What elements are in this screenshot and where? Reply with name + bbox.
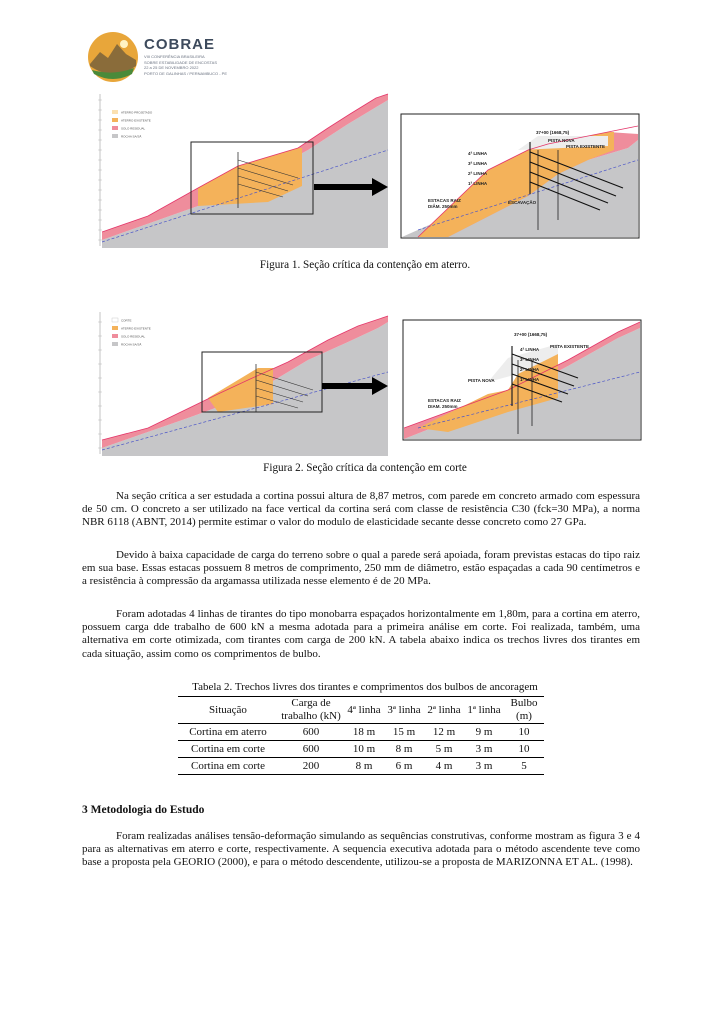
svg-text:1ª LINHA: 1ª LINHA [468, 181, 488, 186]
figure-2-caption: Figura 2. Seção crítica da contenção em corte [263, 462, 467, 474]
svg-text:37+00 (1668,75): 37+00 (1668,75) [514, 332, 548, 337]
conference-logo [86, 30, 286, 86]
svg-text:SOLO RESIDUAL: SOLO RESIDUAL [121, 126, 146, 131]
table-header-row [178, 697, 544, 724]
table-cell: Cortina em corte [191, 760, 265, 772]
table-cell: 18 m [352, 726, 376, 738]
table-cell: 6 m [395, 760, 413, 772]
table-cell: 15 m [392, 726, 416, 738]
paragraph-estacas: Devido à baixa capacidade de carga do terreno sobre o qual a parede será apoiada, foram previstas estacas do tipo raiz em sua base. Essas estacas possuem 8 metros de comprimento, 250 mm de diâmetro, estão espaçadas a cada 90 centímetros e a resistência à compressão da argamassa utilizada nesse elemento é de 20 MPa. [82, 549, 640, 588]
table-header: 2ª linha [427, 703, 461, 716]
svg-text:PISTA NOVA: PISTA NOVA [468, 378, 495, 383]
svg-text:ROCHA SA/SÃ: ROCHA SA/SÃ [121, 134, 142, 139]
table-header: Situação [209, 703, 247, 716]
svg-text:ATERRO EXISTENTE: ATERRO EXISTENTE [121, 118, 151, 123]
table-header: Bulbo (m) [510, 697, 538, 722]
svg-text:DIAM. 250mm: DIAM. 250mm [428, 404, 458, 409]
table-header: 4ª linha [347, 703, 381, 716]
svg-text:4ª LINHA: 4ª LINHA [520, 347, 540, 352]
figure-1-caption: Figura 1. Seção crítica da contenção em aterro. [259, 259, 471, 271]
table-row [178, 741, 544, 758]
table-cell: 8 m [395, 743, 413, 755]
logo-title: COBRAE [144, 36, 216, 53]
table-caption: Tabela 2. Trechos livres dos tirantes e comprimentos dos bulbos de ancoragem [192, 681, 538, 693]
table-cell: 3 m [475, 743, 493, 755]
svg-text:1ª LINHA: 1ª LINHA [520, 377, 540, 382]
svg-text:ESTACAS RAIZ: ESTACAS RAIZ [428, 198, 461, 203]
cobrae-emblem-icon [86, 30, 140, 84]
logo-subtitle: VIII CONFERÊNCIA BRASILEIRA SOBRE ESTABILIDADE DE ENCOSTAS 22 a 25 DE NOVEMBRO 2022 PORTO DE GALINHAS / PERNAMBUCO - PE [144, 54, 227, 76]
svg-text:2ª LINHA: 2ª LINHA [468, 171, 488, 176]
svg-text:3ª LINHA: 3ª LINHA [520, 357, 540, 362]
table-cell: 3 m [475, 760, 493, 772]
svg-text:PISTA EXISTENTE: PISTA EXISTENTE [566, 144, 606, 149]
svg-text:CORTE: CORTE [121, 318, 132, 323]
svg-text:3ª LINHA: 3ª LINHA [468, 161, 488, 166]
figure-2-inset-panel [403, 320, 641, 440]
paragraph-cortina: Na seção crítica a ser estudada a cortina possui altura de 8,87 metros, com parede em concreto armado com espessura de 50 cm. O concreto a ser utilizado na face vertical da cortina será com classe de resistência C30 (fck=30 MPa), a norma NBR 6118 (ABNT, 2014) permite estimar o valor do modulo de elasticidade secante desse concreto como 27 GPa. [82, 490, 640, 529]
table-row [178, 724, 544, 741]
table-cell: 9 m [475, 726, 493, 738]
table-cell: Cortina em corte [191, 743, 265, 755]
table-cell: 5 [521, 760, 527, 772]
table-cell: 10 [518, 743, 530, 755]
svg-text:ESTACAS RAIZ: ESTACAS RAIZ [428, 398, 461, 403]
tirantes-table [178, 696, 544, 775]
svg-text:ROCHA SA/SÃ: ROCHA SA/SÃ [121, 342, 142, 347]
table-cell: 600 [302, 726, 320, 738]
table-row [178, 758, 544, 775]
section-title: 3 Metodologia do Estudo [82, 804, 205, 816]
svg-text:ESCAVAÇÃO: ESCAVAÇÃO [508, 200, 537, 205]
svg-text:SOLO RESIDUAL: SOLO RESIDUAL [121, 334, 146, 339]
paragraph-tirantes: Foram adotadas 4 linhas de tirantes do tipo monobarra espaçados horizontalmente em 1,80m, para a cortina em aterro, possuem carga dde trabalho de 600 kN a mesma adotada para a primeira análise em corte. Foi realizada, também, uma alternativa em corte otimizada, com tirantes com carga de 200 kN. A tabela abaixo indica os trechos livres dos tirantes em cada situação, assim como os comprimentos de bulbo. [82, 608, 640, 660]
figure-2-section-corte [88, 308, 648, 458]
table-header: Carga de trabalho (kN) [281, 697, 341, 722]
table-header: 1ª linha [467, 703, 501, 716]
table-cell: 10 m [352, 743, 376, 755]
svg-text:PISTA NOVA: PISTA NOVA [548, 138, 575, 143]
svg-text:ATERRO EXISTENTE: ATERRO EXISTENTE [121, 326, 151, 331]
table-cell: 4 m [435, 760, 453, 772]
table-cell: 10 [518, 726, 530, 738]
svg-text:2ª LINHA: 2ª LINHA [520, 367, 540, 372]
svg-text:37+00 (1668,75): 37+00 (1668,75) [536, 130, 570, 135]
table-header: 3ª linha [387, 703, 421, 716]
figure-1-main-panel [98, 92, 398, 248]
figure-1-section-aterro [88, 90, 648, 250]
svg-text:ATERRO PROJETADO: ATERRO PROJETADO [121, 110, 153, 115]
table-cell: 200 [302, 760, 320, 772]
paragraph-metodologia: Foram realizadas análises tensão-deformação simulando as sequências construtivas, conforme mostram as figura 3 e 4 para as alternativas em aterro e corte, respectivamente. A sequencia executiva adotada para o método ascendente teve como base a proposta pela GEORIO (2000), e para o método descendente, utilizou-se a proposta de MARIZONNA ET AL. (1998). [82, 830, 640, 869]
table-cell: 12 m [432, 726, 456, 738]
table-cell: 600 [302, 743, 320, 755]
table-cell: Cortina em aterro [189, 726, 267, 738]
figure-1-inset-panel [401, 114, 639, 238]
svg-text:DIÂM. 250mm: DIÂM. 250mm [428, 204, 458, 209]
table-cell: 5 m [435, 743, 453, 755]
svg-text:PISTA EXISTENTE: PISTA EXISTENTE [550, 344, 590, 349]
svg-text:4ª LINHA: 4ª LINHA [468, 151, 488, 156]
table-cell: 8 m [355, 760, 373, 772]
